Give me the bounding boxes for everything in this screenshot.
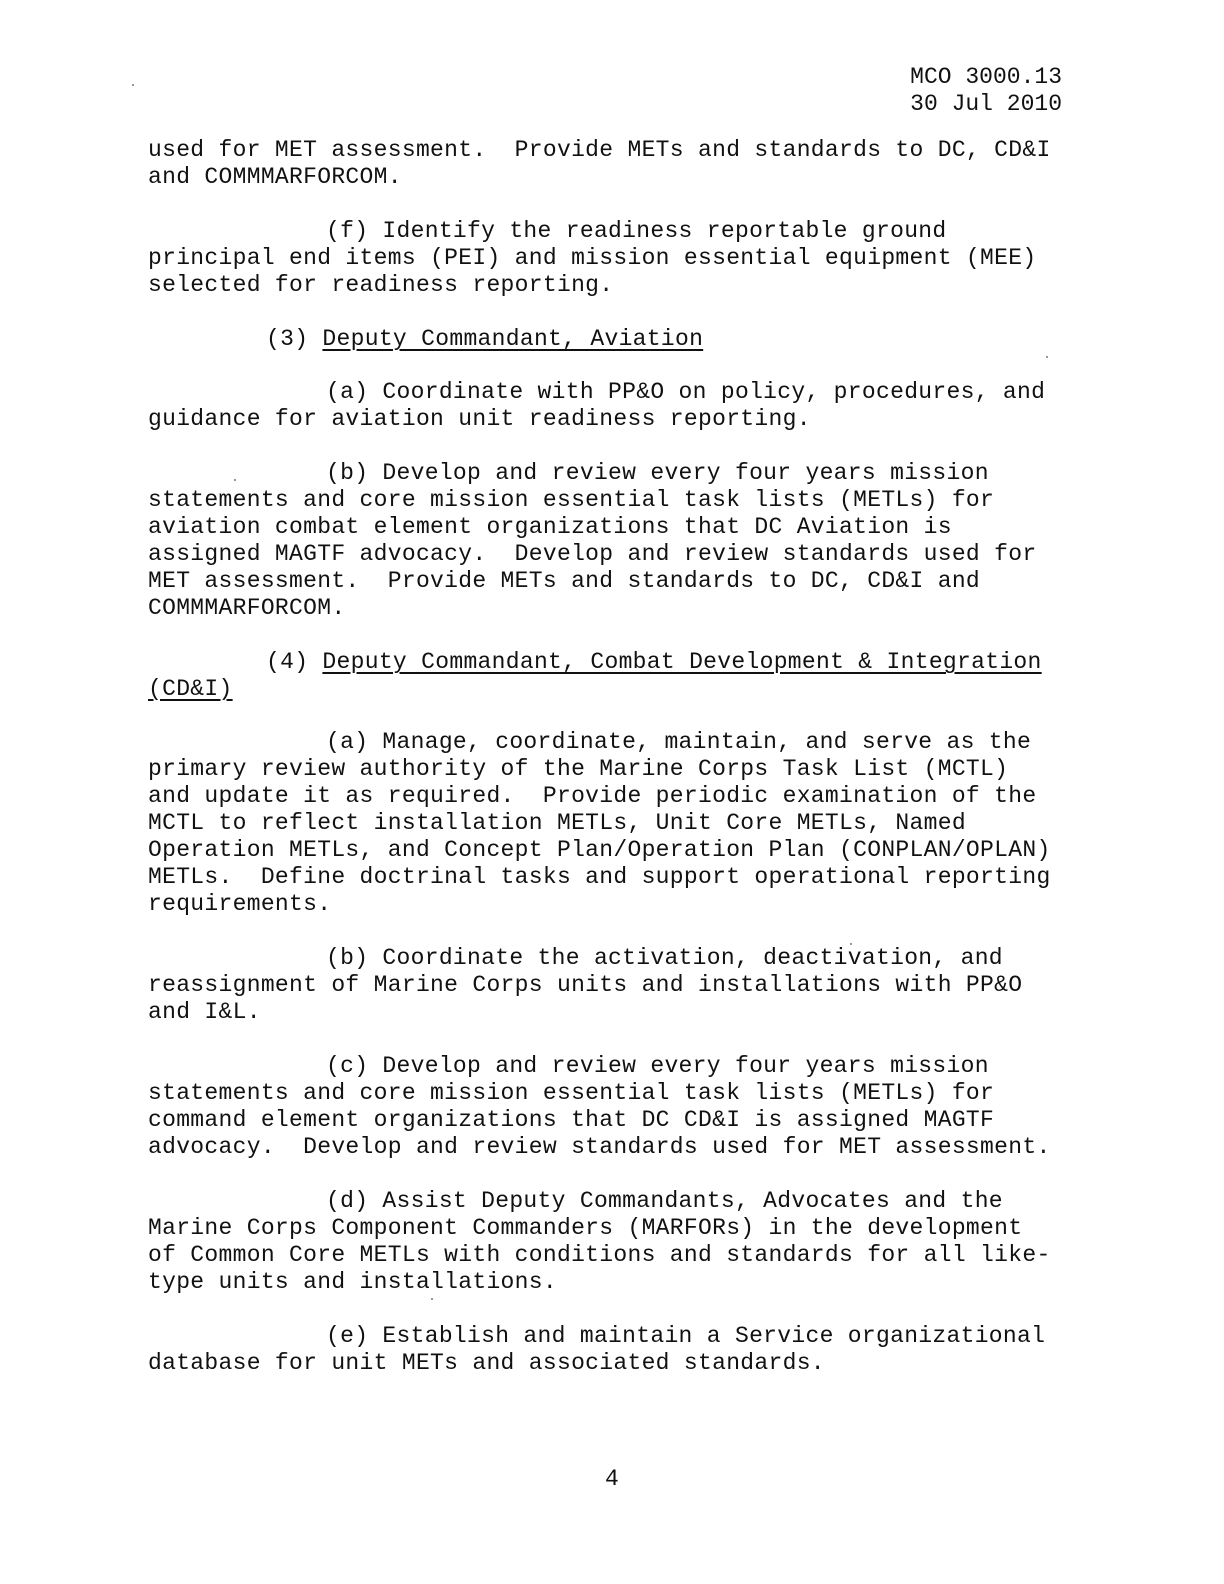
text-line: reassignment of Marine Corps units and installations with PP&O [148,972,1023,998]
text-line: (c) Develop and review every four years mission [326,1053,989,1079]
section-title: Deputy Commandant, Aviation [322,326,704,352]
text-line: aviation combat element organizations that DC Aviation is [148,514,952,540]
section-heading-4 [266,649,1042,676]
section-heading-3 [266,326,703,353]
text-line: (f) Identify the readiness reportable ground [326,218,947,244]
text-line: and I&L. [148,999,261,1025]
section-number: (3) [266,326,323,352]
text-line: (d) Assist Deputy Commandants, Advocates and the [326,1188,1003,1214]
document-header [910,64,1062,118]
text-line: Marine Corps Component Commanders (MARFORs) in the development [148,1215,1023,1241]
text-line: MCTL to reflect installation METLs, Unit Core METLs, Named [148,810,966,836]
text-line: principal end items (PEI) and mission essential equipment (MEE) [148,245,1037,271]
text-line: command element organizations that DC CD&I is assigned MAGTF [148,1107,995,1133]
text-line: (e) Establish and maintain a Service organizational [326,1323,1046,1349]
section-title-continued [148,676,233,703]
text-line: (a) Coordinate with PP&O on policy, procedures, and [326,379,1046,405]
text-line: guidance for aviation unit readiness reporting. [148,406,811,432]
text-line: of Common Core METLs with conditions and standards for all like- [148,1242,1051,1268]
scan-speck [132,84,134,86]
text-line: advocacy. Develop and review standards used for MET assessment. [148,1134,1051,1160]
text-line: statements and core mission essential task lists (METLs) for [148,487,995,513]
text-line: type units and installations. [148,1269,557,1295]
doc-date: 30 Jul 2010 [910,91,1062,117]
text-line: selected for readiness reporting. [148,272,614,298]
text-line: (a) Manage, coordinate, maintain, and serve as the [326,729,1032,755]
text-line: requirements. [148,891,332,917]
scan-speck [1046,356,1048,358]
text-line: (b) Coordinate the activation, deactivation, and [326,945,1003,971]
text-line: COMMMARFORCOM. [148,595,346,621]
text-line: database for unit METs and associated standards. [148,1350,825,1376]
doc-number: MCO 3000.13 [910,64,1062,90]
section-title-abbrev: (CD&I) [148,676,233,702]
text-line: statements and core mission essential task lists (METLs) for [148,1080,995,1106]
scan-speck [431,1298,433,1300]
text-line: and update it as required. Provide periodic examination of the [148,783,1037,809]
text-line: MET assessment. Provide METs and standards to DC, CD&I and [148,568,981,594]
section-title: Deputy Commandant, Combat Development & Integration [322,649,1042,675]
scan-speck [234,479,236,481]
text-line: and COMMMARFORCOM. [148,164,402,190]
text-line: used for MET assessment. Provide METs and standards to DC, CD&I [148,137,1051,163]
text-line: primary review authority of the Marine Corps Task List (MCTL) [148,756,1009,782]
text-line: assigned MAGTF advocacy. Develop and review standards used for [148,541,1037,567]
page-number: 4 [604,1466,620,1492]
text-line: Operation METLs, and Concept Plan/Operation Plan (CONPLAN/OPLAN) [148,837,1051,863]
text-line: (b) Develop and review every four years mission [326,460,989,486]
scan-speck [850,943,852,945]
text-line: METLs. Define doctrinal tasks and support operational reporting [148,864,1051,890]
section-number: (4) [266,649,323,675]
